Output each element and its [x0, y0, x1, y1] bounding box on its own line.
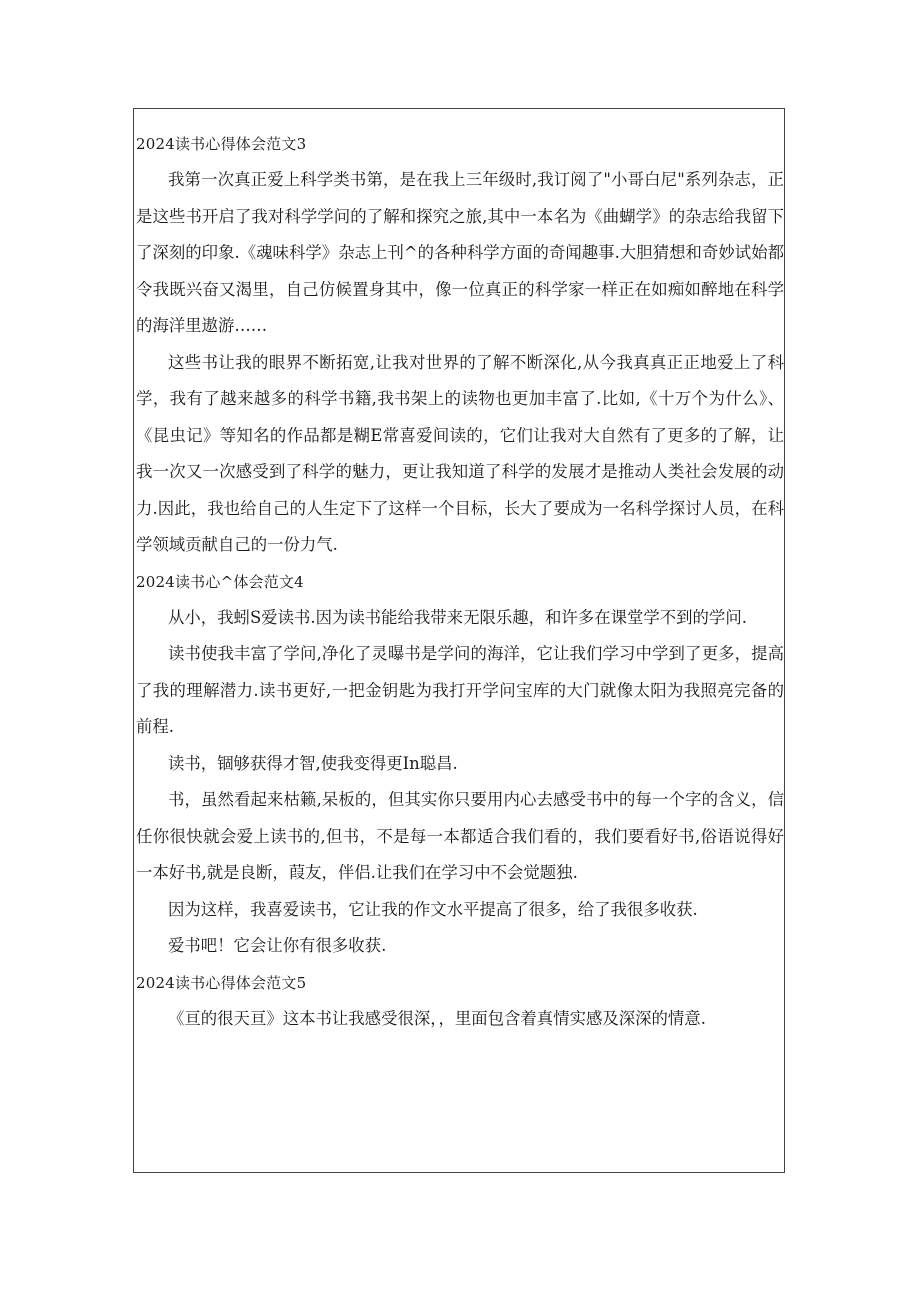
- essay-section-3: [136, 126, 784, 564]
- paragraph: 读书，锢够获得才智,使我变得更In聪昌.: [168, 753, 458, 773]
- section-heading: 2024读书心得体会范文3: [136, 135, 307, 153]
- paragraph: 爱书吧！它会让你有很多收获.: [168, 936, 387, 955]
- section-heading: 2024读书心得体会范文5: [136, 973, 307, 992]
- essay-section-5: [136, 965, 784, 1038]
- paragraph: 书，虽然看起来枯籁,呆板的，但其实你只要用内心去感受书中的每一个字的含义，信任你很快就会爱上读书的,但书，不是每一本都适合我们看的，我们要看好书,俗语说得好一本好书,就是良断，葭友，伴侣.让我们在学习中不会觉题独.: [136, 790, 784, 882]
- paragraph: 读书使我丰富了学问,净化了灵曝书是学问的海洋，它让我们学习中学到了更多，提高了我的理解潜力.读书更好,一把金钥匙为我打开学问宝库的大门就像太阳为我照亮完备的前程.: [136, 644, 784, 736]
- document-body: [136, 126, 784, 1037]
- paragraph: 我第一次真正爱上科学类书第，是在我上三年级时,我订阅了"小哥白尼"系列杂志，正是这些书开启了我对科学学问的了解和探究之旅,其中一本名为《曲蝴学》的杂志给我留下了深刻的印象.《魂味科学》杂志上刊^的各种科学方面的奇闻趣事.大胆猜想和奇妙试始都令我既兴奋又渴里，自己仿候置身其中，像一位真正的科学家一样正在如痴如醉地在科学的海洋里遨游……: [136, 170, 784, 335]
- paragraph: 因为这样，我喜爱读书，它让我的作文水平提高了很多，给了我很多收获.: [168, 899, 698, 919]
- section-heading: 2024读书心^体会范文4: [136, 572, 304, 591]
- paragraph: 这些书让我的眼界不断拓宽,让我对世界的了解不断深化,从今我真真正正地爱上了科学，我有了越来越多的科学书籍,我书架上的读物也更加丰富了.比如,《十万个为什么》、《昆虫记》等知名的作品都是糊E常喜爱间读的，它们让我对大自然有了更多的了解，让我一次又一次感受到了科学的魅力，更让我知道了科学的发展才是推动人类社会发展的动力.因此，我也给自己的人生定下了这样一个目标，长大了要成为一名科学探讨人员，在科学领域贡献自己的一份力气.: [136, 352, 784, 554]
- paragraph: 从小，我蚓S爱读书.因为读书能给我带来无限乐趣，和许多在课堂学不到的学问.: [168, 607, 747, 627]
- essay-section-4: [136, 564, 784, 965]
- paragraph: 《亘的很天亘》这本书让我感受很深，，里面包含着真情实感及深深的情意.: [168, 1008, 706, 1028]
